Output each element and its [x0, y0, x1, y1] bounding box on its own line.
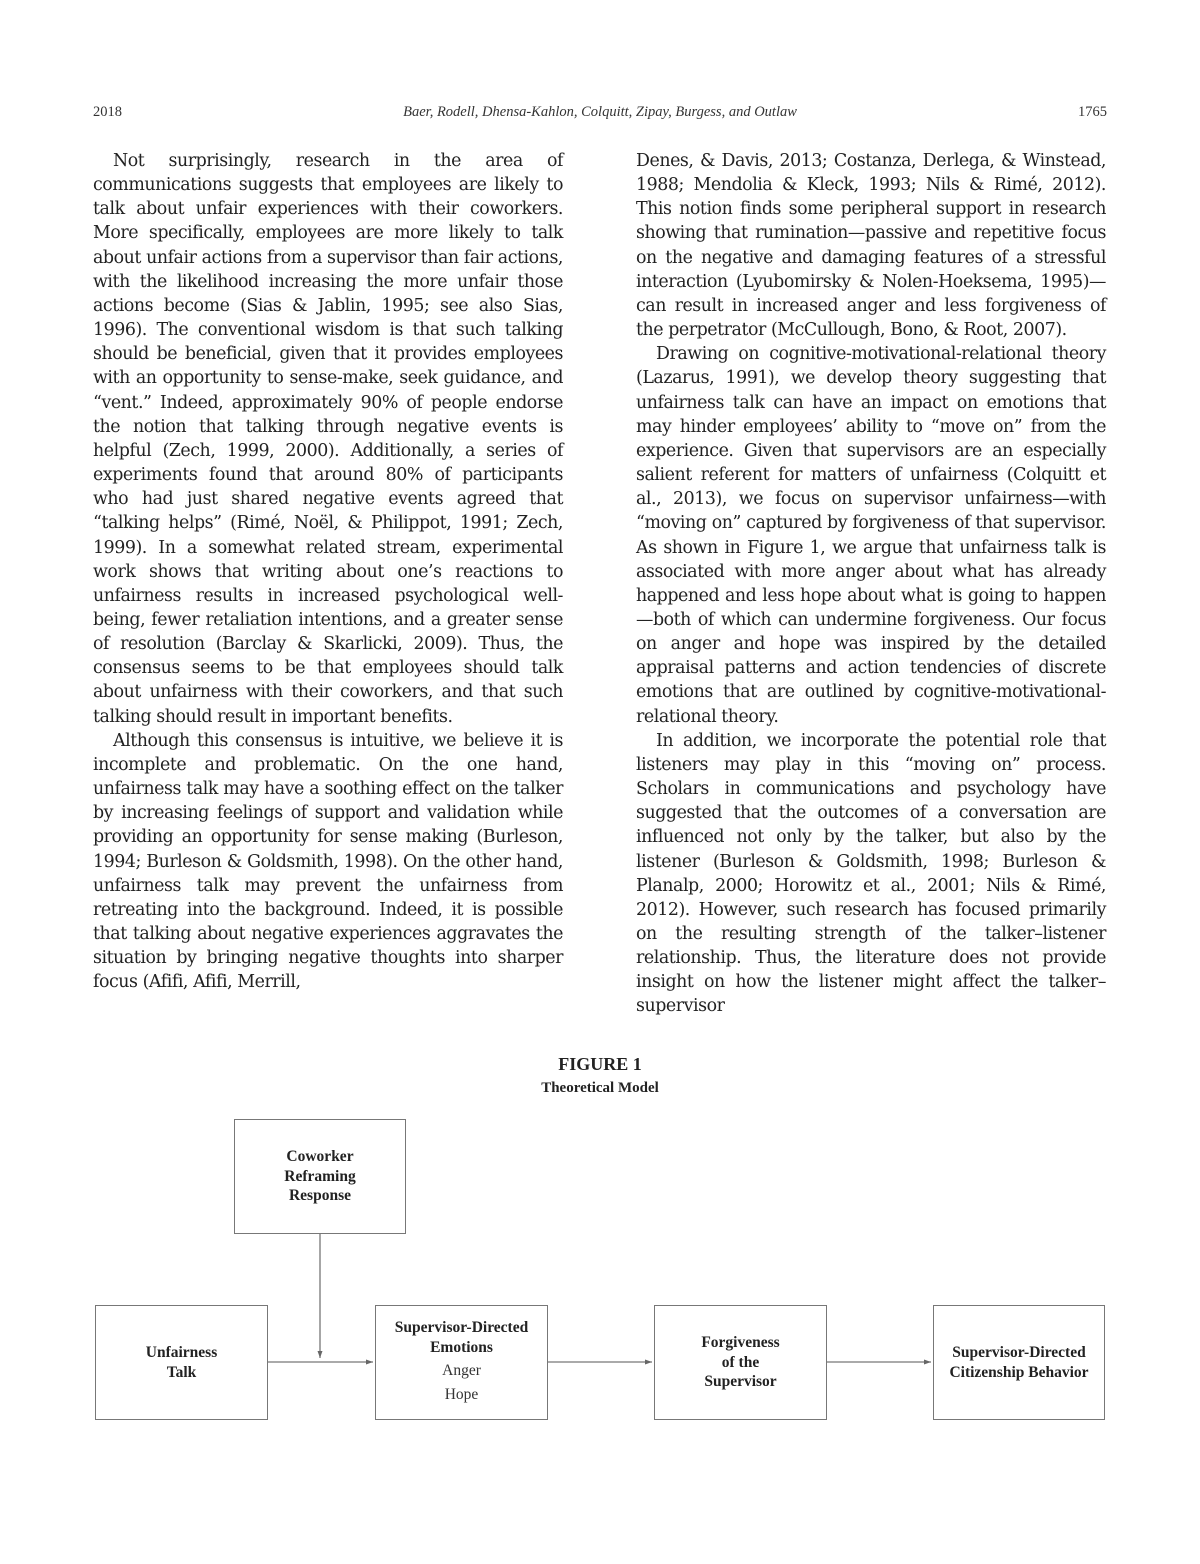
left-column	[93, 149, 563, 994]
figure-label: FIGURE 1	[558, 1054, 642, 1074]
paragraph: Although this consensus is intuitive, we believe it is incomplete and problematic. On the one hand, unfairness talk may have a soothing effect on the talker by increasing feelings of support and validation while providing an opportunity for sense making (Burleson, 1994; Burleson & Goldsmith, 1998). On the other hand, unfairness talk may prevent the unfairness from retreating into the background. Indeed, it is possible that talking about negative experiences aggravates the situation by bringing negative thoughts into sharper focus (Afifi, Afifi, Merrill,	[93, 730, 563, 993]
paragraph: Denes, & Davis, 2013; Costanza, Derlega, & Winstead, 1988; Mendolia & Kleck, 1993; Nils & Rimé, 2012). This notion finds some peripheral support in research showing that rumination—passive and repetitive focus on the negative and damaging features of a stressful interaction (Lyubomirsky & Nolen-Hoeksema, 1995)—can result in increased anger and less forgiveness of the perpetrator (McCullough, Bono, & Root, 2007).	[636, 151, 1106, 341]
page-number: 1765	[1078, 104, 1107, 120]
paragraph: Drawing on cognitive-motivational-relational theory (Lazarus, 1991), we develop theory suggesting that unfairness talk can have an impact on emotions that may hinder employees’ ability to “move on” from the experience. Given that supervisors are an especially salient referent for matters of unfairness (Colquitt et al., 2013), we focus on supervisor unfairness—with “moving on” captured by forgiveness of that supervisor. As shown in Figure 1, we argue that unfairness talk is associated with more anger about what has already happened and less hope about what is going to happen—both of which can undermine forgiveness. Our focus on anger and hope was inspired by the detailed appraisal patterns and action tendencies of discrete emotions that are outlined by cognitive-motivational-relational theory.	[636, 344, 1106, 727]
coworker-reframing-response-box: Coworker Reframing Response	[234, 1119, 406, 1234]
journal-year: 2018	[93, 104, 122, 120]
supervisor-directed-emotions-box: Supervisor-Directed Emotions Anger Hope	[375, 1305, 548, 1420]
paragraph: Not surprisingly, research in the area of communications suggests that employees are likely to talk about unfair experiences with their coworkers. More specifically, employees are more likely to talk about unfair actions from a supervisor than fair actions, with the likelihood increasing the more unfair those actions become (Sias & Jablin, 1995; see also Sias, 1996). The conventional wisdom is that such talking should be beneficial, given that it provides employees with an opportunity to sense-make, seek guidance, and “vent.” Indeed, approximately 90% of people endorse the notion that talking through negative events is helpful (Zech, 1999, 2000). Additionally, a series of experiments found that around 80% of participants who had just shared negative events agreed that “talking helps” (Rimé, Noël, & Philippot, 1991; Zech, 1999). In a somewhat related stream, experimental work shows that writing about one’s reactions to unfairness results in increased psychological well-being, fewer retaliation intentions, and a greater sense of resolution (Barclay & Skarlicki, 2009). Thus, the consensus seems to be that employees should talk about unfairness with their coworkers, and that such talking should result in important benefits.	[93, 151, 563, 727]
figure-title: Theoretical Model	[541, 1080, 659, 1096]
supervisor-directed-citizenship-behavior-box: Supervisor-Directed Citizenship Behavior	[933, 1305, 1105, 1420]
unfairness-talk-box: Unfairness Talk	[95, 1305, 268, 1420]
right-column	[636, 149, 1106, 1019]
page-header	[93, 104, 1107, 124]
forgiveness-of-supervisor-box: Forgiveness of the Supervisor	[654, 1305, 827, 1420]
paragraph: In addition, we incorporate the potential role that listeners may play in this “moving on” process. Scholars in communications and psychology have suggested that the outcomes of a conversation are influenced not only by the talker, but also by the listener (Burleson & Goldsmith, 1998; Burleson & Planalp, 2000; Horowitz et al., 2001; Nils & Rimé, 2012). However, such research has focused primarily on the resulting strength of the talker–listener relationship. Thus, the literature does not provide insight on how the listener might affect the talker–supervisor	[636, 730, 1106, 1017]
running-head-authors: Baer, Rodell, Dhensa-Kahlon, Colquitt, Zipay, Burgess, and Outlaw	[403, 104, 797, 120]
